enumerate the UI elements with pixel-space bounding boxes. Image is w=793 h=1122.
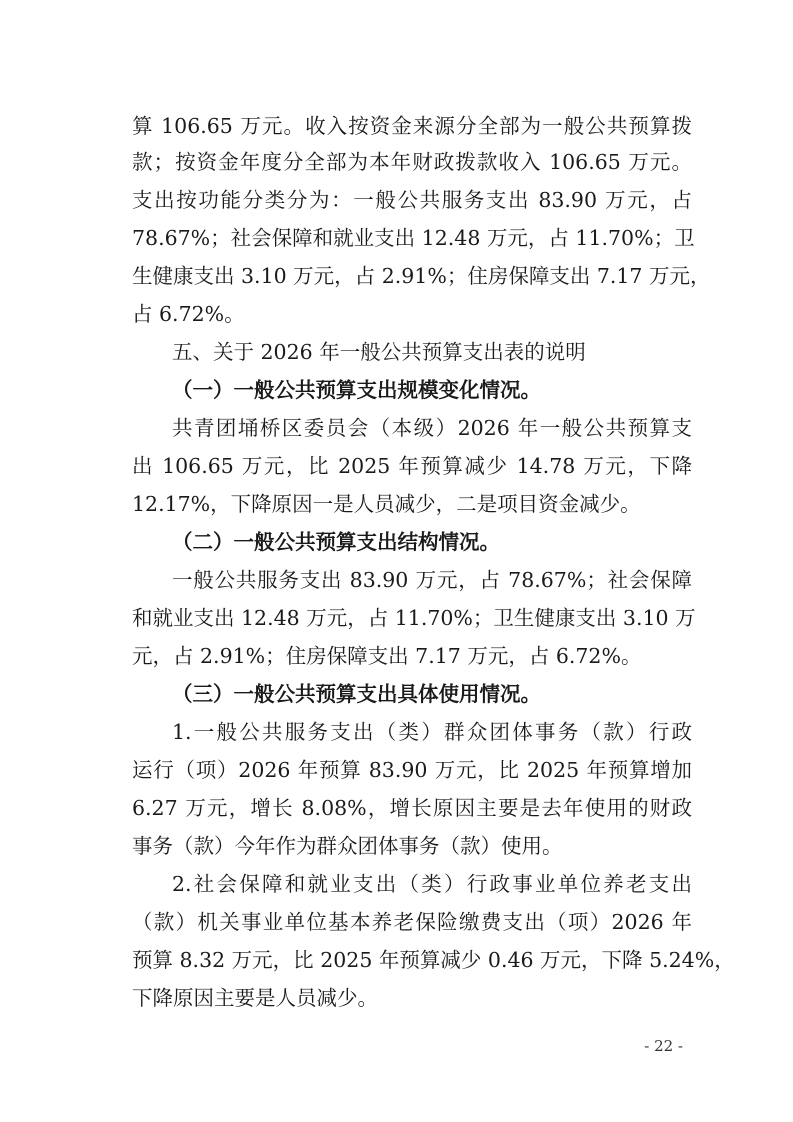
subheading-structure: （二）一般公共预算支出结构情况。 (172, 530, 500, 554)
body-line-13: 一般公共服务支出 83.90 万元，占 78.67%；社会保障 (172, 568, 692, 592)
body-line-19: 6.27 万元，增长 8.08%，增长原因主要是去年使用的财政 (132, 796, 692, 820)
body-line-4: 78.67%；社会保障和就业支出 12.48 万元，占 11.70%；卫 (132, 226, 695, 250)
body-line-1: 算 106.65 万元。收入按资金来源分全部为一般公共预算拨 (132, 114, 692, 138)
body-line-2: 款；按资金年度分全部为本年财政拨款收入 106.65 万元。 (132, 150, 692, 174)
body-line-18: 运行（项）2026 年预算 83.90 万元，比 2025 年预算增加 (132, 758, 692, 782)
body-line-3: 支出按功能分类分为：一般公共服务支出 83.90 万元，占 (132, 188, 692, 212)
body-line-10: 出 106.65 万元，比 2025 年预算减少 14.78 万元，下降 (132, 454, 692, 478)
body-line-23: 预算 8.32 万元，比 2025 年预算减少 0.46 万元，下降 5.24%， (132, 948, 735, 972)
body-line-22: （款）机关事业单位基本养老保险缴费支出（项）2026 年 (132, 910, 692, 934)
body-line-6: 占 6.72%。 (132, 302, 245, 326)
body-line-9: 共青团埇桥区委员会（本级）2026 年一般公共预算支 (172, 416, 692, 440)
section-heading-five: 五、关于 2026 年一般公共预算支出表的说明 (172, 340, 586, 364)
body-line-11: 12.17%，下降原因一是人员减少，二是项目资金减少。 (132, 492, 641, 516)
body-line-20: 事务（款）今年作为群众团体事务（款）使用。 (132, 834, 563, 858)
body-line-15: 元，占 2.91%；住房保障支出 7.17 万元，占 6.72%。 (132, 644, 642, 668)
body-line-14: 和就业支出 12.48 万元，占 11.70%；卫生健康支出 3.10 万 (132, 606, 696, 630)
subheading-usage: （三）一般公共预算支出具体使用情况。 (172, 682, 541, 706)
page-number: - 22 - (644, 1037, 683, 1055)
body-line-24: 下降原因主要是人员减少。 (132, 986, 378, 1010)
body-line-5: 生健康支出 3.10 万元，占 2.91%；住房保障支出 7.17 万元， (132, 264, 711, 288)
subheading-scale-change: （一）一般公共预算支出规模变化情况。 (172, 378, 541, 402)
body-line-17: 1.一般公共服务支出（类）群众团体事务（款）行政 (172, 720, 692, 744)
body-line-21: 2.社会保障和就业支出（类）行政事业单位养老支出 (172, 872, 692, 896)
